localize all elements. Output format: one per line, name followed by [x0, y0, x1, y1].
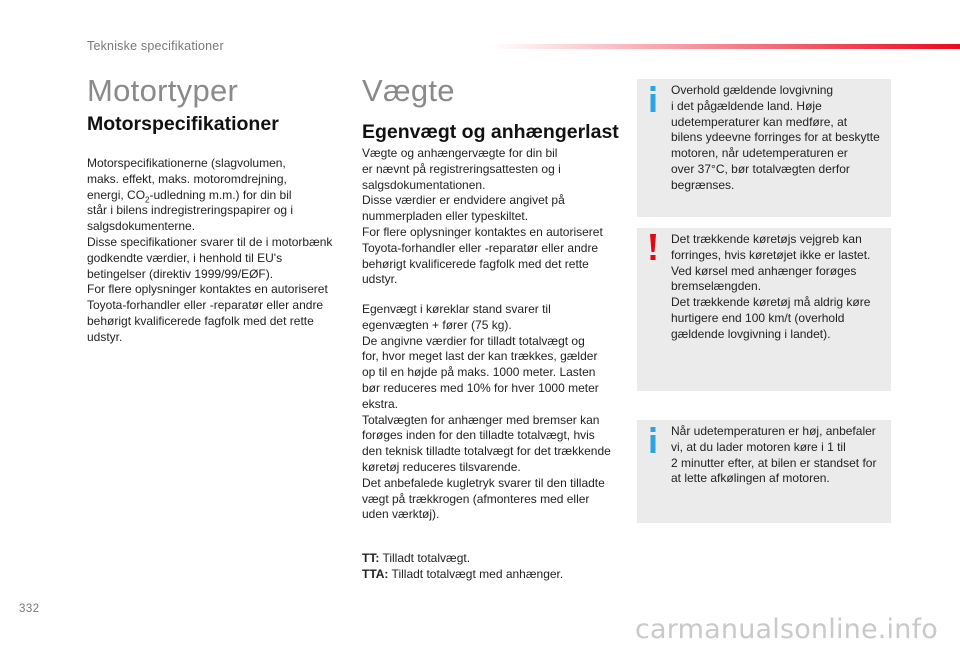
info-icon — [647, 427, 659, 453]
co2-subscript: 2 — [145, 194, 150, 204]
definition-text: Tilladt totalvægt. — [379, 551, 471, 565]
definition-term: TT: — [362, 551, 380, 565]
info-box-text: Overhold gældende lovgivning i det pågældende land. Høje udetemperaturer kan medføre, at bilens ydeevne forringes for at beskytte motoren, når udetemperaturen er over 37°C, bør totalvægten derfor begrænses. — [671, 83, 880, 192]
motorspecifikationer-subtitle: Motorspecifikationer — [87, 113, 279, 135]
motortyper-title: Motortyper — [87, 73, 239, 108]
warning-box-text: Det trækkende køretøjs vejgreb kan forringes, hvis køretøjet ikke er lastet. Ved kørsel med anhænger forøges bremselængden. Det trækkende køretøj må aldrig køre hurtigere end 100 km/t (overhold gældende lovgivning i landet). — [671, 232, 871, 341]
warning-box-trailer — [637, 228, 891, 391]
egenvaegt-subtitle: Egenvægt og anhængerlast — [362, 121, 619, 143]
info-box-text: Når udetemperaturen er høj, anbefaler vi, at du lader motoren køre i 1 til 2 minutter efter, at bilen er standset for at lette afkølingen af motoren. — [671, 424, 877, 486]
paragraph-text-before-subscript: Motorspecifikationerne (slagvolumen, maks. effekt, maks. motoromdrejning, energi, CO — [87, 156, 287, 202]
info-box-engine-cooling — [637, 420, 891, 523]
header-accent-bar — [490, 44, 960, 49]
definition-text: Tilladt totalvægt med anhænger. — [388, 567, 564, 581]
definition-tta — [362, 566, 563, 582]
section-header-title: Tekniske specifikationer — [87, 39, 224, 53]
warning-exclamation-icon — [647, 234, 659, 260]
definition-tt — [362, 550, 470, 566]
paragraph-text-after-subscript: -udledning m.m.) for din bil står i bilens indregistreringspapirer og i salgsdokumenterne. Disse specifikationer svarer til de i motorbænk godkendte værdier, i henhold til EU's betingelser (direktiv 1999/99/EØF). For flere oplysninger kontaktes en autoriseret Toyota-forhandler eller -reparatør eller andre behørigt kvalificerede fagfolk med det rette udstyr. — [87, 187, 333, 344]
vaegte-paragraph-1: Vægte og anhængervægte for din bil er nævnt på registreringsattesten og i salgsdokumentationen. Disse værdier er endvidere angivet på nummerpladen eller typeskiltet. For flere oplysninger kontaktes en autoriseret Toyota-forhandler eller -reparatør eller andre behørigt kvalificerede fagfolk med det rette udstyr. — [362, 146, 603, 287]
vaegte-paragraph-2: Egenvægt i køreklar stand svarer til egenvægten + fører (75 kg). De angivne værdier for tilladt totalvægt og for, hvor meget last der kan trækkes, gælder op til en højde på maks. 1000 meter. Lasten bør reduceres med 10% for hver 1000 meter ekstra. Totalvægten for anhænger med bremser kan forøges inden for den tilladte totalvægt, hvis den teknisk tilladte totalvægt for det trækkende køretøj reduceres tilsvarende. Det anbefalede kugletryk svarer til den tilladte vægt på trækkrogen (afmonteres med eller uden værktøj). — [362, 302, 611, 522]
page-number: 332 — [19, 603, 40, 615]
motorspecifikationer-paragraph — [87, 156, 349, 346]
definition-term: TTA: — [362, 567, 389, 581]
info-box-temperature — [637, 79, 891, 217]
info-icon — [647, 86, 659, 112]
watermark: carmanualsonline.info — [635, 614, 938, 645]
vaegte-title: Vægte — [362, 73, 455, 108]
